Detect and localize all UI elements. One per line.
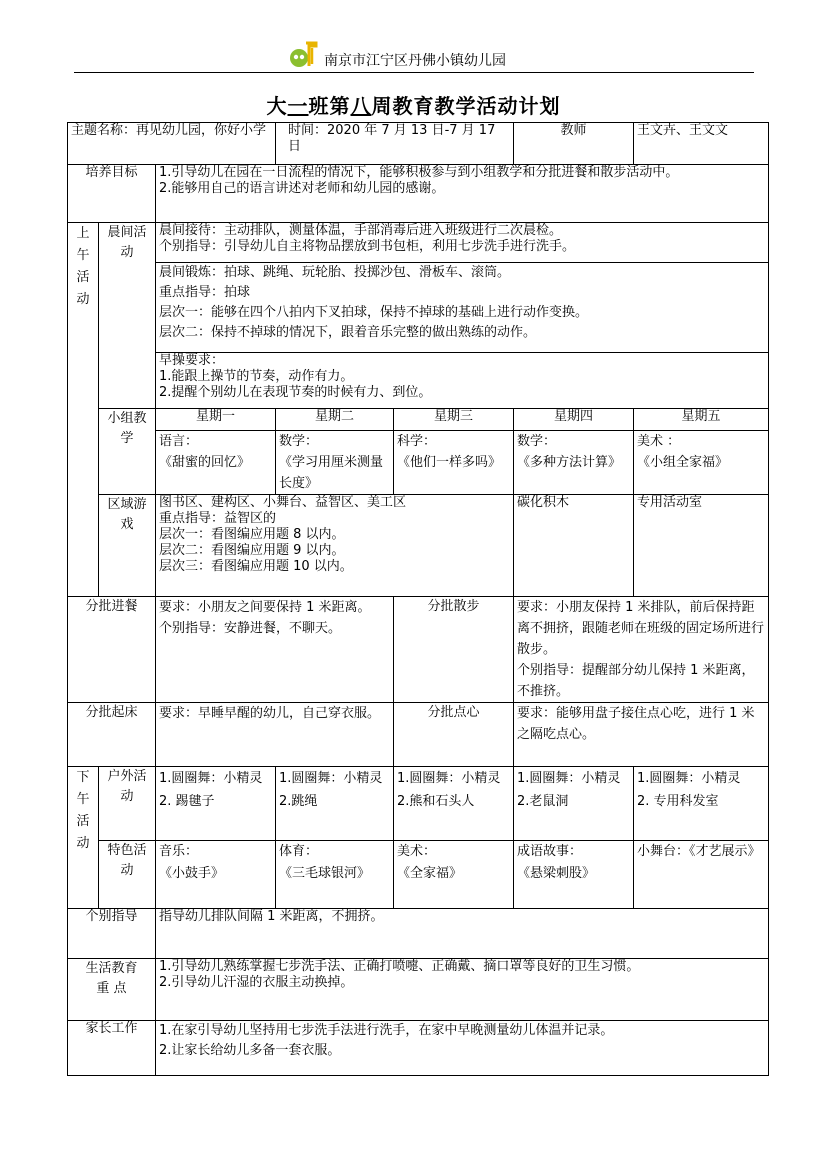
theme-cell: 主题名称：再见幼儿园，你好小学 (68, 123, 276, 165)
weekday-mon: 星期一 (156, 409, 276, 431)
special-thu: 成语故事： 《悬梁刺股》 (514, 841, 634, 909)
snack-content: 要求：能够用盘子接住点心吃，进行 1 米之隔吃点心。 (514, 703, 769, 767)
special-label: 特色活动 (99, 841, 156, 909)
outdoor-mon: 1.圆圈舞：小精灵 2. 踢毽子 (156, 767, 276, 841)
group-row (68, 431, 769, 495)
group-label: 小组教学 (99, 409, 156, 495)
group-thu: 数学： 《多种方法计算》 (514, 431, 634, 495)
goals-row (68, 165, 769, 223)
area-thu: 碳化积木 (514, 495, 634, 597)
drill-content: 早操要求： 1.能跟上操节的节奏，动作有力。 2.提醒个别幼儿在表现节奏的时候有力、到位。 (156, 353, 769, 409)
info-row (68, 123, 769, 165)
walk-content: 要求：小朋友保持 1 米排队，前后保持距离不拥挤，跟随老师在班级的固定场所进行散步。 个别指导：提醒部分幼儿保持 1 米距离，不推挤。 (514, 597, 769, 703)
area-fri: 专用活动室 (634, 495, 769, 597)
individual-row (68, 909, 769, 959)
wake-content: 要求：早睡早醒的幼儿，自己穿衣服。 (156, 703, 394, 767)
group-mon: 语言： 《甜蜜的回忆》 (156, 431, 276, 495)
teacher-value: 王文卉、王文文 (634, 123, 769, 165)
special-tue: 体育： 《三毛球银河》 (276, 841, 394, 909)
parents-label: 家长工作 (68, 1021, 156, 1076)
outdoor-label: 户外活动 (99, 767, 156, 841)
outdoor-fri: 1.圆圈舞：小精灵 2. 专用科发室 (634, 767, 769, 841)
time-cell: 时间：2020 年 7 月 13 日-7 月 17 日 (276, 123, 514, 165)
morning-label: 晨间活动 (99, 223, 156, 409)
outdoor-thu: 1.圆圈舞：小精灵 2.老鼠洞 (514, 767, 634, 841)
walk-label: 分批散步 (394, 597, 514, 703)
drill-row (68, 353, 769, 409)
life-row (68, 959, 769, 1021)
special-fri: 小舞台：《才艺展示》 (634, 841, 769, 909)
group-tue: 数学： 《学习用厘米测量长度》 (276, 431, 394, 495)
area-label: 区域游戏 (99, 495, 156, 597)
goals-content: 1.引导幼儿在园在一日流程的情况下，能够积极参与到小组教学和分批进餐和散步活动中。 2.能够用自己的语言讲述对老师和幼儿园的感谢。 (156, 165, 769, 223)
snack-label: 分批点心 (394, 703, 514, 767)
meal-content: 要求：小朋友之间要保持 1 米距离。 个别指导：安静进餐，不聊天。 (156, 597, 394, 703)
school-logo-icon (286, 40, 322, 70)
life-content: 1.引导幼儿熟练掌握七步洗手法、正确打喷嚏、正确戴、摘口罩等良好的卫生习惯。 2.引导幼儿汗湿的衣服主动换掉。 (156, 959, 769, 1021)
special-mon: 音乐： 《小鼓手》 (156, 841, 276, 909)
meal-row (68, 597, 769, 703)
parents-content: 1.在家引导幼儿坚持用七步洗手法进行洗手，在家中早晚测量幼儿体温并记录。 2.让家长给幼儿多备一套衣服。 (156, 1021, 769, 1076)
exercise-row (68, 263, 769, 353)
weekday-fri: 星期五 (634, 409, 769, 431)
reception-row (68, 223, 769, 263)
outdoor-wed: 1.圆圈舞：小精灵 2.熊和石头人 (394, 767, 514, 841)
page-title: 大一班第八周教育教学活动计划 (266, 94, 561, 118)
outdoor-tue: 1.圆圈舞：小精灵 2.跳绳 (276, 767, 394, 841)
weekday-thu: 星期四 (514, 409, 634, 431)
school-name: 南京市江宁区丹佛小镇幼儿园 (324, 53, 506, 69)
weekday-header-row (68, 409, 769, 431)
special-wed: 美术： 《全家福》 (394, 841, 514, 909)
activity-plan-table (67, 122, 769, 1076)
morning-section-label: 上午活动 (68, 223, 99, 597)
outdoor-row (68, 767, 769, 841)
wake-row (68, 703, 769, 767)
area-content: 图书区、建构区、小舞台、益智区、美工区 重点指导：益智区的 层次一：看图编应用题 8 以内。 层次二：看图编应用题 9 以内。 层次三：看图编应用题 10 以内。 (156, 495, 514, 597)
weekday-tue: 星期二 (276, 409, 394, 431)
meal-label: 分批进餐 (68, 597, 156, 703)
group-wed: 科学： 《他们一样多吗》 (394, 431, 514, 495)
weekday-wed: 星期三 (394, 409, 514, 431)
reception-content: 晨间接待：主动排队，测量体温，手部消毒后进入班级进行二次晨检。 个别指导：引导幼儿自主将物品摆放到书包柜，利用七步洗手进行洗手。 (156, 223, 769, 263)
afternoon-section-label: 下午活动 (68, 767, 99, 909)
exercise-content: 晨间锻炼：拍球、跳绳、玩轮胎、投掷沙包、滑板车、滚筒。 重点指导：拍球 层次一：能够在四个八拍内下叉拍球，保持不掉球的基础上进行动作变换。 层次二：保持不掉球的情况下，跟着音乐完整的做出熟练的动作。 (156, 263, 769, 353)
individual-label: 个别指导 (68, 909, 156, 959)
wake-label: 分批起床 (68, 703, 156, 767)
teacher-label: 教师 (514, 123, 634, 165)
life-label: 生活教育 重 点 (68, 959, 156, 1021)
area-row (68, 495, 769, 597)
goals-label: 培养目标 (68, 165, 156, 223)
parents-row (68, 1021, 769, 1076)
page-header (74, 40, 754, 73)
individual-content: 指导幼儿排队间隔 1 米距离，不拥挤。 (156, 909, 769, 959)
special-row (68, 841, 769, 909)
group-fri: 美术 ： 《小组全家福》 (634, 431, 769, 495)
